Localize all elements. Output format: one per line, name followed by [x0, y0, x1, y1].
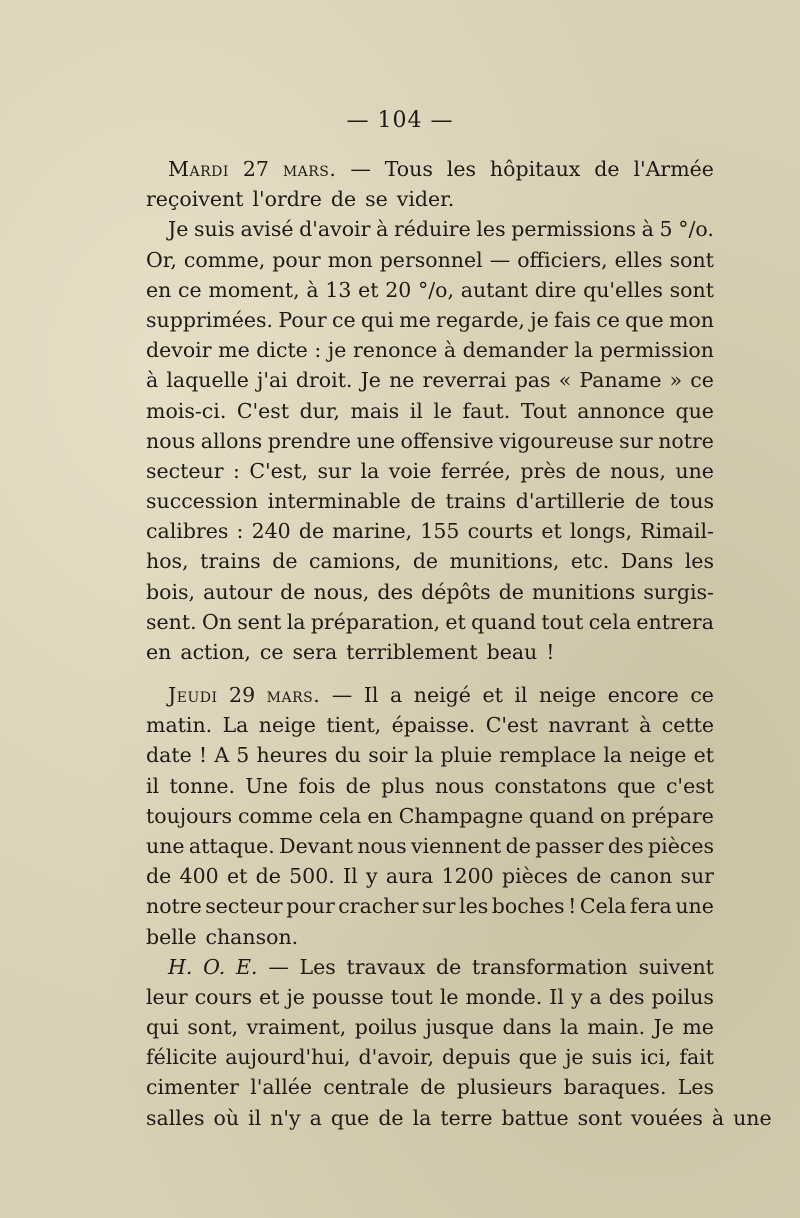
- text-line: cimenter l'allée centrale de plusieurs baraques. Les: [146, 1075, 714, 1100]
- text-line: reçoivent l'ordre de se vider.: [146, 187, 455, 212]
- paragraph-mardi: [146, 154, 714, 214]
- text-block-march: [146, 154, 714, 667]
- text-line: il tonne. Une fois de plus nous constatons que c'est: [146, 773, 714, 798]
- text-line: calibres : 240 de marine, 155 courts et longs, Rimail-: [146, 519, 714, 544]
- text-line: bois, autour de nous, des dépôts de munitions surgis-: [146, 579, 714, 604]
- text-line: notre secteur pour cracher sur les boches ! Cela fera une: [146, 894, 714, 919]
- text-line: devoir me dicte : je renonce à demander la permission: [146, 338, 714, 363]
- text-line: félicite aujourd'hui, d'avoir, depuis que je suis ici, fait: [146, 1045, 714, 1070]
- text-line: qui sont, vraiment, poilus jusque dans la main. Je me: [146, 1015, 714, 1040]
- text-line: H. O. E. — Les travaux de transformation suivent: [168, 954, 714, 979]
- text-line: en action, ce sera terriblement beau !: [146, 640, 555, 664]
- text-line: Or, comme, pour mon personnel — officiers, elles sont: [146, 247, 714, 272]
- text-line: à laquelle j'ai droit. Je ne reverrai pas « Paname » ce: [146, 368, 714, 393]
- text-line: salles où il n'y a que de la terre battue sont vouées à une: [146, 1105, 772, 1130]
- text-line: belle chanson.: [146, 924, 299, 949]
- text-line: supprimées. Pour ce qui me regarde, je fais ce que mon: [146, 307, 714, 332]
- text-line: secteur : C'est, sur la voie ferrée, près de nous, une: [146, 458, 714, 483]
- text-line: Jeudi 29 mars. — Il a neigé et il neige encore ce: [168, 683, 714, 707]
- text-line: succession interminable de trains d'artillerie de tous: [146, 489, 714, 514]
- text-line: hos, trains de camions, de munitions, etc. Dans les: [146, 549, 714, 574]
- paragraph-permissions: [146, 214, 714, 667]
- text-line: nous allons prendre une offensive vigoureuse sur notre: [146, 428, 714, 453]
- text-block-jeudi: [146, 680, 772, 1133]
- paragraph-hoe: [146, 952, 772, 1133]
- text-line: de 400 et de 500. Il y aura 1200 pièces de canon sur: [146, 864, 714, 889]
- text-line: matin. La neige tient, épaisse. C'est navrant à cette: [146, 713, 714, 738]
- text-line: en ce moment, à 13 et 20 °/o, autant dire qu'elles sont: [146, 277, 714, 302]
- text-line: Je suis avisé d'avoir à réduire les permissions à 5 °/o.: [168, 217, 714, 242]
- text-line: Mardi 27 mars. — Tous les hôpitaux de l'Armée: [168, 157, 714, 181]
- text-line: une attaque. Devant nous viennent de passer des pièces: [146, 833, 714, 858]
- text-line: mois-ci. C'est dur, mais il le faut. Tout annonce que: [146, 398, 714, 423]
- text-line: sent. On sent la préparation, et quand tout cela entrera: [146, 609, 714, 634]
- text-line: toujours comme cela en Champagne quand on prépare: [146, 803, 714, 828]
- page-number: — 104 —: [346, 108, 454, 133]
- text-line: date ! A 5 heures du soir la pluie remplace la neige et: [146, 743, 714, 768]
- text-line: leur cours et je pousse tout le monde. Il y a des poilus: [146, 984, 714, 1009]
- paragraph-jeudi: [146, 680, 714, 952]
